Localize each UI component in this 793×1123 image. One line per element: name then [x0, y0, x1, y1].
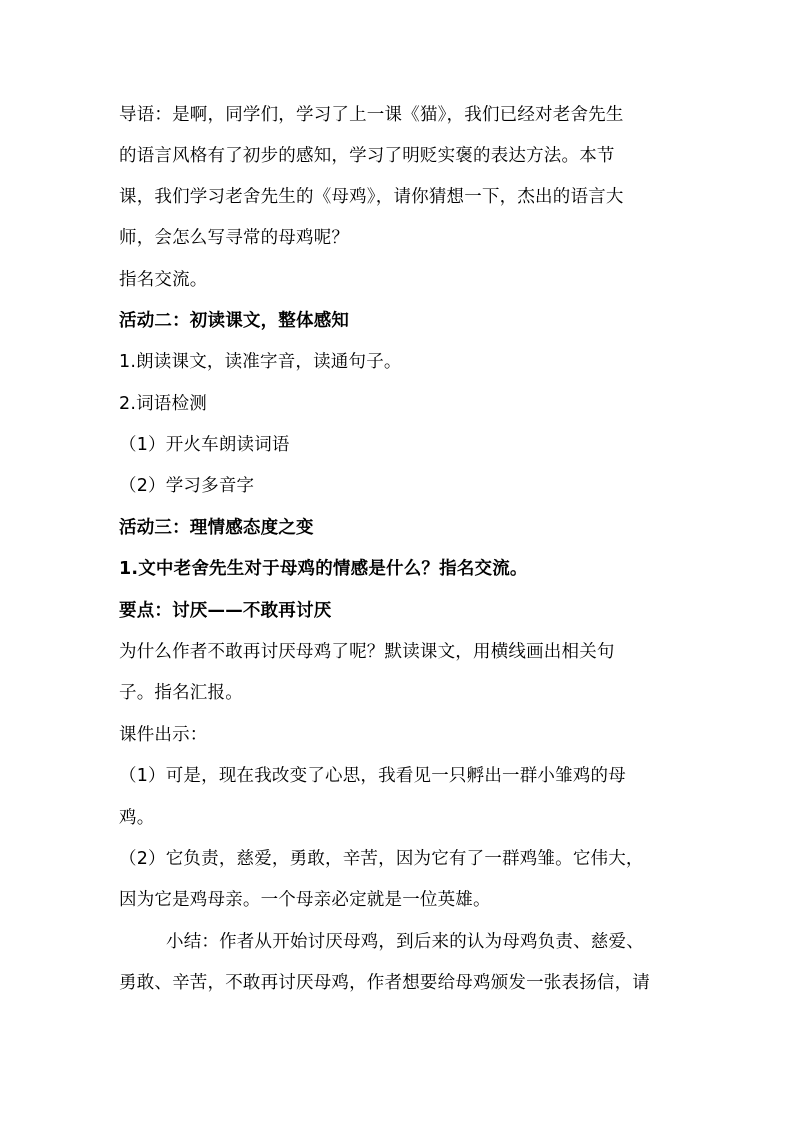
intro-paragraph-line-4: 师，会怎么写寻常的母鸡呢？	[119, 228, 350, 248]
question-paragraph-line-2: 子。指名汇报。	[119, 683, 243, 703]
intro-paragraph-line-3: 课，我们学习老舍先生的《母鸡》，请你猜想一下，杰出的语言大	[119, 187, 624, 207]
quote-one-line-2: 鸡。	[119, 808, 155, 828]
summary-line-1: 小结：作者从开始讨厌母鸡，到后来的认为母鸡负责、慈爱、	[166, 932, 644, 952]
quote-one-line-1: （1）可是，现在我改变了心思，我看见一只孵出一群小雏鸡的母	[119, 766, 626, 786]
quote-two-line-1: （2）它负责，慈爱，勇敢，辛苦，因为它有了一群鸡雏。它伟大，	[119, 849, 644, 869]
exchange-line: 指名交流。	[119, 270, 208, 290]
sub-item-polyphones: （2）学习多音字	[119, 476, 255, 496]
courseware-label: 课件出示：	[119, 725, 208, 745]
question-paragraph-line-1: 为什么作者不敢再讨厌母鸡了呢？默读课文，用横线画出相关句	[119, 642, 615, 662]
activity-three-heading: 活动三：理情感态度之变	[119, 518, 314, 538]
list-item-word-test: 2.词语检测	[119, 394, 207, 414]
activity-two-heading: 活动二：初读课文，整体感知	[119, 311, 350, 331]
intro-paragraph-line-2: 的语言风格有了初步的感知，学习了明贬实褒的表达方法。本节	[119, 146, 615, 166]
intro-paragraph-line-1: 导语：是啊，同学们，学习了上一课《猫》，我们已经对老舍先生	[119, 105, 624, 125]
quote-two-line-2: 因为它是鸡母亲。一个母亲必定就是一位英雄。	[119, 890, 491, 910]
list-item-read-aloud: 1.朗读课文，读准字音，读通句子。	[119, 352, 402, 372]
summary-line-2: 勇敢、辛苦，不敢再讨厌母鸡，作者想要给母鸡颁发一张表扬信，请	[119, 973, 650, 993]
sub-item-train-reading: （1）开火车朗读词语	[119, 435, 290, 455]
key-point-heading: 要点：讨厌——不敢再讨厌	[119, 601, 332, 621]
question-heading: 1.文中老舍先生对于母鸡的情感是什么？指名交流。	[119, 559, 528, 579]
